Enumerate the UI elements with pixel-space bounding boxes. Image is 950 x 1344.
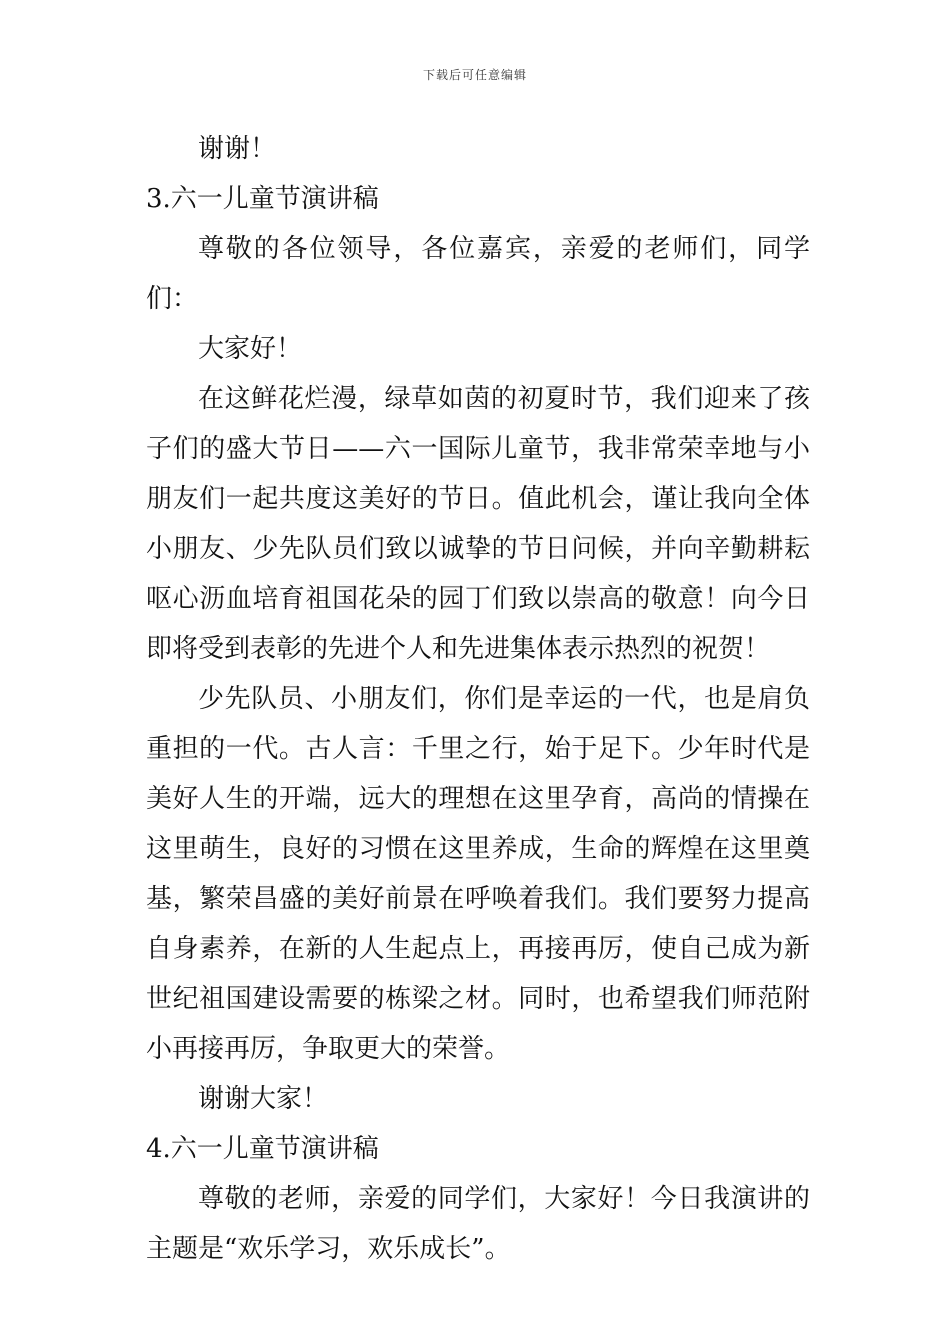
greeting-paragraph: 大家好！ bbox=[198, 334, 303, 364]
section-heading-4: 4.六一儿童节演讲稿 bbox=[146, 1134, 379, 1164]
closing-thanks: 谢谢大家！ bbox=[198, 1084, 329, 1114]
salutation-paragraph: 尊敬的各位领导，各位嘉宾，亲爱的老师们，同学们： bbox=[146, 234, 810, 314]
body-paragraph: 在这鲜花烂漫，绿草如茵的初夏时节，我们迎来了孩子们的盛大节日——六一国际儿童节，我非常荣幸地与小朋友们一起共度这美好的节日。值此机会，谨让我向全体小朋友、少先队员们致以诚挚的节日问候，并向辛勤耕耘呕心沥血培育祖国花朵的园丁们致以崇高的敬意！向今日即将受到表彰的先进个人和先进集体表示热烈的祝贺！ bbox=[146, 384, 810, 664]
page-header-note: 下载后可任意编辑 bbox=[422, 68, 527, 82]
body-paragraph: 尊敬的老师，亲爱的同学们，大家好！今日我演讲的主题是“欢乐学习，欢乐成长”。 bbox=[146, 1184, 810, 1264]
closing-thanks: 谢谢！ bbox=[198, 134, 277, 164]
document-body bbox=[146, 124, 810, 1274]
body-paragraph: 少先队员、小朋友们，你们是幸运的一代，也是肩负重担的一代。古人言：千里之行，始于足下。少年时代是美好人生的开端，远大的理想在这里孕育，高尚的情操在这里萌生，良好的习惯在这里养成，生命的辉煌在这里奠基，繁荣昌盛的美好前景在呼唤着我们。我们要努力提高自身素养，在新的人生起点上，再接再厉，使自己成为新世纪祖国建设需要的栋梁之材。同时，也希望我们师范附小再接再厉，争取更大的荣誉。 bbox=[146, 684, 810, 1064]
section-heading-3: 3.六一儿童节演讲稿 bbox=[146, 184, 379, 214]
